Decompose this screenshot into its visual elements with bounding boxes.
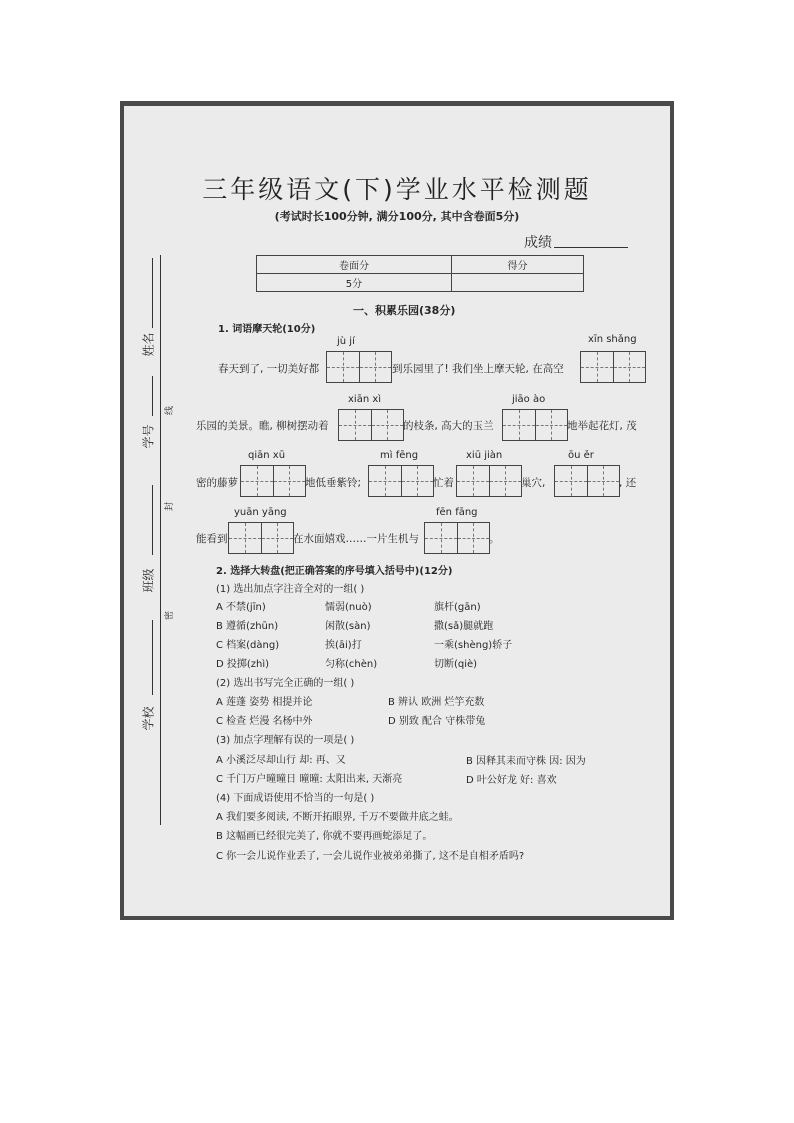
option-b-3: 撒(sǎ)腿就跑 [434,621,494,632]
passage-text: 春天到了, 一切美好都 [218,363,320,375]
score-label: 成绩 [524,235,552,251]
option-b-1: B 遵循(zhūn) [216,621,279,632]
option-d-3: 切断(qiè) [434,659,478,670]
writing-grid-9[interactable] [228,522,294,554]
option-c: C 检查 烂漫 名杨中外 [216,716,313,727]
class-blank-line [152,485,153,555]
passage-text: 地举起花灯, 茂 [567,420,637,432]
score-table-score-value[interactable] [451,274,583,292]
option-c-2: 挨(āi)打 [325,640,362,651]
passage-text: 忙着 [433,477,454,489]
student-number-label: 学号 [141,424,156,449]
option-d-1: D 投掷(zhì) [216,659,270,670]
pinyin-7: xiū jiàn [466,450,503,461]
pinyin-2: xīn shǎng [588,334,637,345]
writing-grid-3[interactable] [338,409,404,441]
passage-text: 到乐园里了! 我们坐上摩天轮, 在高空 [392,363,564,375]
pinyin-6: mì fēng [380,450,419,461]
passage-text: 地低垂紫铃; [305,477,362,489]
pinyin-1: jù jí [337,336,355,347]
passage-text: 巢穴, [521,477,546,489]
option-d: D 别致 配合 守株带兔 [388,716,486,727]
passage-text: 的枝条, 高大的玉兰 [403,420,494,432]
writing-grid-2[interactable] [580,351,646,383]
passage-text: , 还 [619,477,637,489]
pinyin-3: xiān xì [348,394,382,405]
sub-question-1-prompt: (1) 选出加点字注音全对的一组( ) [216,584,365,595]
exam-title: 三年级语文(下)学业水平检测题 [202,175,592,204]
passage-text: 乐园的美景。瞧, 柳树摆动着 [196,420,329,432]
option-c: C 千门万户曈曈日 曈曈: 太阳出来, 天渐亮 [216,774,403,785]
pinyin-8: ōu ěr [568,450,594,461]
school-blank-line [152,620,153,695]
name-label: 姓名 [141,332,156,357]
pinyin-5: qiān xū [248,450,286,461]
writing-grid-6[interactable] [368,465,434,497]
name-blank-line [152,258,153,328]
pinyin-9: yuān yāng [234,507,287,518]
school-label: 学校 [141,706,156,731]
exam-paper [124,106,670,916]
class-label: 班级 [141,568,156,593]
option-c-1: C 档案(dàng) [216,640,280,651]
option-a-3: 旗杆(gān) [434,602,481,613]
option-b: B 辨认 欧洲 烂竽充数 [388,697,485,708]
section-1-title: 一、积累乐园(38分) [353,304,456,317]
seal-char-seal: 封 [165,501,176,512]
sub-question-4-prompt: (4) 下面成语使用不恰当的一句是( ) [216,793,375,804]
passage-text: 密的藤萝 [196,477,238,489]
passage-text: 在水面嬉戏……一片生机与 [293,533,419,545]
score-table-header-neatness: 卷面分 [257,256,452,274]
writing-grid-5[interactable] [240,465,306,497]
option-c-3: 一乘(shèng)轿子 [434,640,513,651]
option-a-2: 懦弱(nuò) [325,602,372,613]
writing-grid-8[interactable] [554,465,620,497]
seal-char-line: 线 [165,405,176,416]
sub-question-3-prompt: (3) 加点字理解有误的一项是( ) [216,735,355,746]
option-a-1: A 不禁(jīn) [216,602,266,613]
writing-grid-1[interactable] [326,351,392,383]
passage-text: 。 [489,533,500,545]
option-d-2: 匀称(chèn) [325,659,378,670]
option-b: B 这幅画已经很完美了, 你就不要再画蛇添足了。 [216,831,433,842]
question-1-title: 1. 词语摩天轮(10分) [218,324,316,335]
exam-subtitle: (考试时长100分钟, 满分100分, 其中含卷面5分) [274,210,520,223]
number-blank-line [152,376,153,416]
pinyin-4: jiāo ào [512,394,546,405]
score-table-neatness-value: 5分 [257,274,452,292]
option-b-2: 闲散(sàn) [325,621,371,632]
option-b: B 因释其耒而守株 因: 因为 [466,756,586,767]
score-table-header-score: 得分 [451,256,583,274]
writing-grid-7[interactable] [456,465,522,497]
binding-line [160,255,161,825]
sub-question-2-prompt: (2) 选出书写完全正确的一组( ) [216,678,355,689]
passage-text: 能看到 [196,533,228,545]
option-c: C 你一会儿说作业丢了, 一会儿说作业被弟弟撕了, 这不是自相矛盾吗? [216,851,525,862]
seal-char-dense: 密 [165,610,176,621]
option-a: A 我们要多阅读, 不断开拓眼界, 千万不要做井底之蛙。 [216,812,459,823]
score-blank[interactable] [554,247,628,248]
score-table [256,255,584,292]
writing-grid-10[interactable] [424,522,490,554]
writing-grid-4[interactable] [502,409,568,441]
option-a: A 小溪泛尽却山行 却: 再、又 [216,755,346,766]
option-d: D 叶公好龙 好: 喜欢 [466,775,557,786]
option-a: A 莲蓬 姿势 相提并论 [216,697,313,708]
question-2-title: 2. 选择大转盘(把正确答案的序号填入括号中)(12分) [216,566,453,577]
pinyin-10: fēn fāng [436,507,478,518]
